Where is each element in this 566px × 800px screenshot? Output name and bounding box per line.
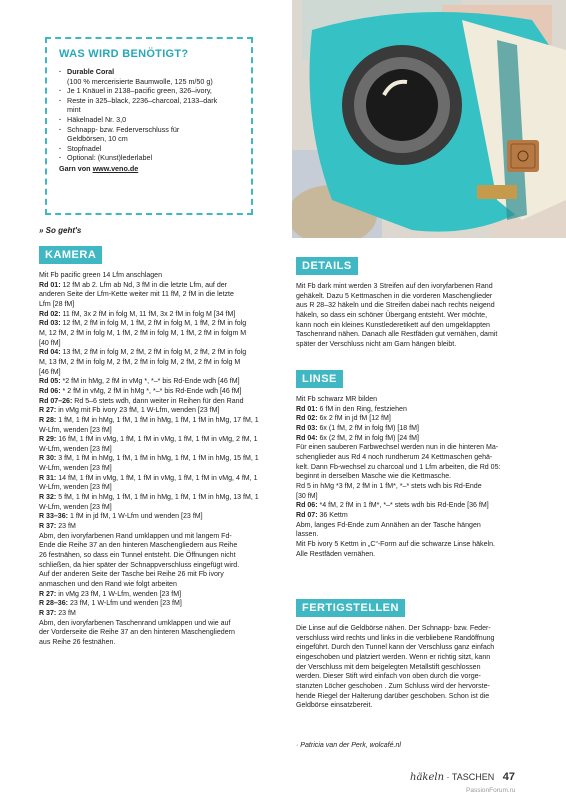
- text-line: aus Reihe 26 festnähen.: [39, 638, 116, 646]
- text-line: Mit Fb ivory 5 Kettm in „C“-Form auf die schwarze Linse häkeln.: [296, 540, 495, 548]
- text-line: kann noch ein kleines Kunstlederetikett auf den umgeklappten: [296, 321, 490, 329]
- text-line: Rd 07–26: Rd 5–6 stets wdh, dann weiter in Reihen für den Rand: [39, 397, 244, 405]
- text-line: R 27: in vMg mit Fb ivory 23 fM, 1 W-Lfm, wenden [23 fM]: [39, 407, 220, 415]
- text-line: Rd 01: 12 fM ab 2. Lfm ab Nd, 3 fM in die letzte Lfm, auf der: [39, 281, 228, 289]
- text-line: stanzten Löcher geschoben . Zum Schluss wird der hervorste-: [296, 682, 490, 690]
- text-line: Taschenrand nähen. Danach alle Restfäden gut vernähen, damit: [296, 331, 498, 339]
- text-line: W-Lfm, wenden [23 fM]: [39, 484, 112, 492]
- page-footer: [410, 771, 515, 783]
- kamera-text: [39, 271, 282, 648]
- materials-item: · Häkelnadel Nr. 3,0: [59, 115, 241, 125]
- materials-item: · Reste in 325–black, 2236–charcoal, 2133–dark: [59, 96, 241, 106]
- text-line: Mit Fb schwarz MR bilden: [296, 396, 378, 403]
- kamera-heading: KAMERA: [39, 246, 102, 264]
- photo-illustration: [292, 0, 566, 238]
- text-line: R 30: 3 fM, 1 fM in hMg, 1 fM, 1 fM in hMg, 1 fM, 1 fM in hMg, 15 fM, 1: [39, 455, 259, 463]
- text-line: [46 fM]: [39, 368, 61, 376]
- materials-item: · Stopfnadel: [59, 144, 241, 154]
- text-line: M, 12 fM, 2 fM in folg M, 1 fM, 2 fM in folg M, 1 fM, 2 fM in folgm M: [39, 329, 247, 337]
- text-line: Abm, den ivoryfarbenen Rand umklappen und mit langem Fd-: [39, 532, 232, 540]
- text-line: lassen.: [296, 531, 319, 539]
- text-line: Geldbörse einsatzbereit.: [296, 702, 373, 710]
- text-line: Mit Fb pacific green 14 Lfm anschlagen: [39, 272, 162, 279]
- text-line: schließen, da hier später der Schnappverschluss eingefügt wird.: [39, 561, 240, 569]
- text-line: beginnt in derselben Masche wie die Kettmasche.: [296, 473, 452, 481]
- text-line: hende Riegel der Halterung darüber geschoben. Schon ist die: [296, 692, 490, 700]
- text-line: häkeln, so dass ein schöner Übergang entsteht. Wer möchte,: [296, 311, 488, 319]
- text-line: Rd 02: 6x 2 fM in jd fM [12 fM]: [296, 415, 391, 423]
- text-line: Rd 03: 12 fM, 2 fM in folg M, 1 fM, 2 fM in folg M, 1 fM, 2 fM in folg: [39, 320, 247, 328]
- text-line: Rd 04: 13 fM, 2 fM in folg M, 2 fM, 2 fM in folg M, 2 fM, 2 fM in folg: [39, 349, 247, 357]
- text-line: Lfm [28 fM]: [39, 300, 75, 308]
- materials-title: WAS WIRD BENÖTIGT?: [59, 48, 189, 60]
- linse-text: [296, 395, 538, 559]
- materials-item: · Schnapp- bzw. Federverschluss für: [59, 125, 241, 135]
- text-line: eingeschoben und platziert werden. Wenn er richtig sitzt, kann: [296, 653, 491, 661]
- camera-purse-photo: [292, 0, 566, 238]
- text-line: R 37: 23 fM: [39, 523, 76, 531]
- text-line: Ende die Reihe 37 an den hinteren Maschengliedern aus Reihe: [39, 542, 238, 550]
- text-line: Rd 04: 6x (2 fM, 2 fM in folg fM) [24 fM]: [296, 434, 419, 442]
- text-line: Die Linse auf die Geldbörse nähen. Der Schnapp- bzw. Feder-: [296, 625, 491, 632]
- text-line: Für einen sauberen Farbwechsel werden nun in die hinteren Ma-: [296, 444, 499, 452]
- text-line: [40 fM]: [39, 339, 61, 347]
- materials-item: Geldbörsen, 10 cm: [67, 134, 128, 144]
- yarn-link[interactable]: www.veno.de: [92, 163, 139, 173]
- text-line: W-Lfm, wenden [23 fM]: [39, 445, 112, 453]
- yarn-credit: Garn von www.veno.de: [59, 163, 139, 173]
- text-line: R 31: 14 fM, 1 fM in vMg, 1 fM, 1 fM in vMg, 1 fM, 1 fM in vMg, 4 fM, 1: [39, 474, 258, 482]
- text-line: der Verschluss mit dem beigelegten Metallstift geschlossen: [296, 663, 481, 671]
- materials-list: [59, 67, 241, 163]
- text-line: Rd 02: 11 fM, 3x 2 fM in folg M, 11 fM, 3x 2 fM in folg M [34 fM]: [39, 310, 236, 318]
- materials-item: · Optional: (Kunst)lederlabel: [59, 153, 241, 163]
- text-line: M, 13 fM, 2 fM in folg M, 2 fM, 2 fM in folg M, 2 fM, 2 fM in folg M: [39, 358, 241, 366]
- materials-item: mint: [67, 105, 81, 115]
- section-name: · TASCHEN: [446, 772, 495, 782]
- text-line: Abm, langes Fd-Ende zum Annähen an der Tasche hängen: [296, 521, 481, 529]
- details-text: [296, 282, 538, 350]
- text-line: später der Verschluss nicht am Garn hängen bleibt.: [296, 340, 457, 348]
- text-line: aus R 28–32 häkeln und die Streifen dabei nach rechts neigend: [296, 302, 495, 310]
- instructions-intro: » So geht's: [39, 226, 82, 235]
- text-line: eingeführt. Durch den Tunnel kann der Verschluss ganz einfach: [296, 644, 495, 652]
- text-line: R 37: 23 fM: [39, 609, 76, 617]
- text-line: verschluss wird rechts und links in die verbliebene Randöffnung: [296, 634, 495, 642]
- text-line: R 28: 1 fM, 1 fM in hMg, 1 fM, 1 fM in hMg, 1 fM, 1 fM in hMg, 17 fM, 1: [39, 416, 259, 424]
- text-line: Abm, den ivoryfarbenen Taschenrand umklappen und wie auf: [39, 619, 231, 627]
- text-line: W-Lfm, wenden [23 fM]: [39, 426, 112, 434]
- text-line: kelt. Dann Fb-wechsel zu charcoal und 1 Lfm arbeiten, die Rd 05:: [296, 463, 501, 471]
- text-line: W-Lfm, wenden [23 fM]: [39, 465, 112, 473]
- watermark: PassionForum.ru: [466, 787, 516, 794]
- text-line: R 28–36: 23 fM, 1 W-Lfm und wenden [23 fM]: [39, 600, 182, 608]
- text-line: R 27: in vMg 23 fM, 1 W-Lfm, wenden [23 fM]: [39, 590, 182, 598]
- text-line: [30 fM]: [296, 492, 318, 500]
- text-line: Rd 06: * 2 fM in vMg, 2 fM in hMg *, *–* bis Rd-Ende wdh [46 fM]: [39, 387, 242, 395]
- text-line: anmaschen und den Rand wie folgt arbeiten: [39, 581, 177, 588]
- text-line: R 32: 5 fM, 1 fM in hMg, 1 fM, 1 fM in hMg, 1 fM, 1 fM in hMg, 13 fM, 1: [39, 494, 259, 502]
- text-line: der Vorderseite die Reihe 37 an den hinteren Maschengliedern: [39, 629, 235, 637]
- details-heading: DETAILS: [296, 257, 358, 275]
- text-line: Rd 06: *4 fM, 2 fM in 1 fM*, *–* stets wdh bis Rd-Ende [36 fM]: [296, 502, 489, 510]
- text-line: gehäkelt. Dazu 5 Kettmaschen in die vorderen Maschenglieder: [296, 292, 493, 300]
- text-line: Auf der anderen Seite der Tasche bei Reihe 26 mit Fb ivory: [39, 571, 224, 579]
- text-line: werden. Dieser Stift wird einfach von oben durch die vorge-: [296, 673, 481, 681]
- text-line: Rd 5 in hMg *3 fM, 2 fM in 1 fM*, *–* stets wdh bis Rd-Ende: [296, 482, 482, 490]
- materials-item: (100 % mercerisierte Baumwolle, 125 m/50 g): [67, 76, 213, 86]
- fertigstellen-heading: FERTIGSTELLEN: [296, 599, 405, 617]
- text-line: Rd 03: 6x (1 fM, 2 fM in folg fM) [18 fM]: [296, 424, 419, 432]
- text-line: Rd 07: 36 Kettm: [296, 511, 348, 519]
- page-number: 47: [502, 771, 515, 783]
- materials-box: [45, 37, 253, 215]
- text-line: Rd 05: *2 fM in hMg, 2 fM in vMg *, *–* bis Rd-Ende wdh [46 fM]: [39, 378, 240, 386]
- magazine-brand: häkeln: [410, 772, 445, 783]
- linse-heading: LINSE: [296, 370, 343, 388]
- text-line: R 33–36: 1 fM in jd fM, 1 W-Lfm und wenden [23 fM]: [39, 513, 203, 521]
- text-line: 26 festnähen, so dass ein Tunnel entsteht. Die Öffnungen nicht: [39, 552, 236, 560]
- author-credit: · Patricia van der Perk, wolcafé.nl: [296, 742, 401, 749]
- materials-item: · Durable Coral: [59, 67, 241, 77]
- text-line: Rd 01: 6 fM in den Ring, festziehen: [296, 405, 407, 413]
- text-line: W-Lfm, wenden [23 fM]: [39, 503, 112, 511]
- text-line: Alle Restfäden vernähen.: [296, 550, 376, 558]
- materials-item: · Je 1 Knäuel in 2138–pacific green, 326–ivory,: [59, 86, 241, 96]
- fertigstellen-text: [296, 624, 538, 711]
- text-line: schenglieder aus Rd 4 noch rundherum 24 Kettmaschen gehä-: [296, 453, 493, 461]
- text-line: R 29: 16 fM, 1 fM in vMg, 1 fM, 1 fM in vMg, 1 fM, 1 fM in vMg, 2 fM, 1: [39, 436, 258, 444]
- text-line: Mit Fb dark mint werden 3 Streifen auf den ivoryfarbenen Rand: [296, 283, 493, 290]
- text-line: anderen Seite der Lfm-Kette weiter mit 11 fM, 2 fM in die letzte: [39, 291, 234, 299]
